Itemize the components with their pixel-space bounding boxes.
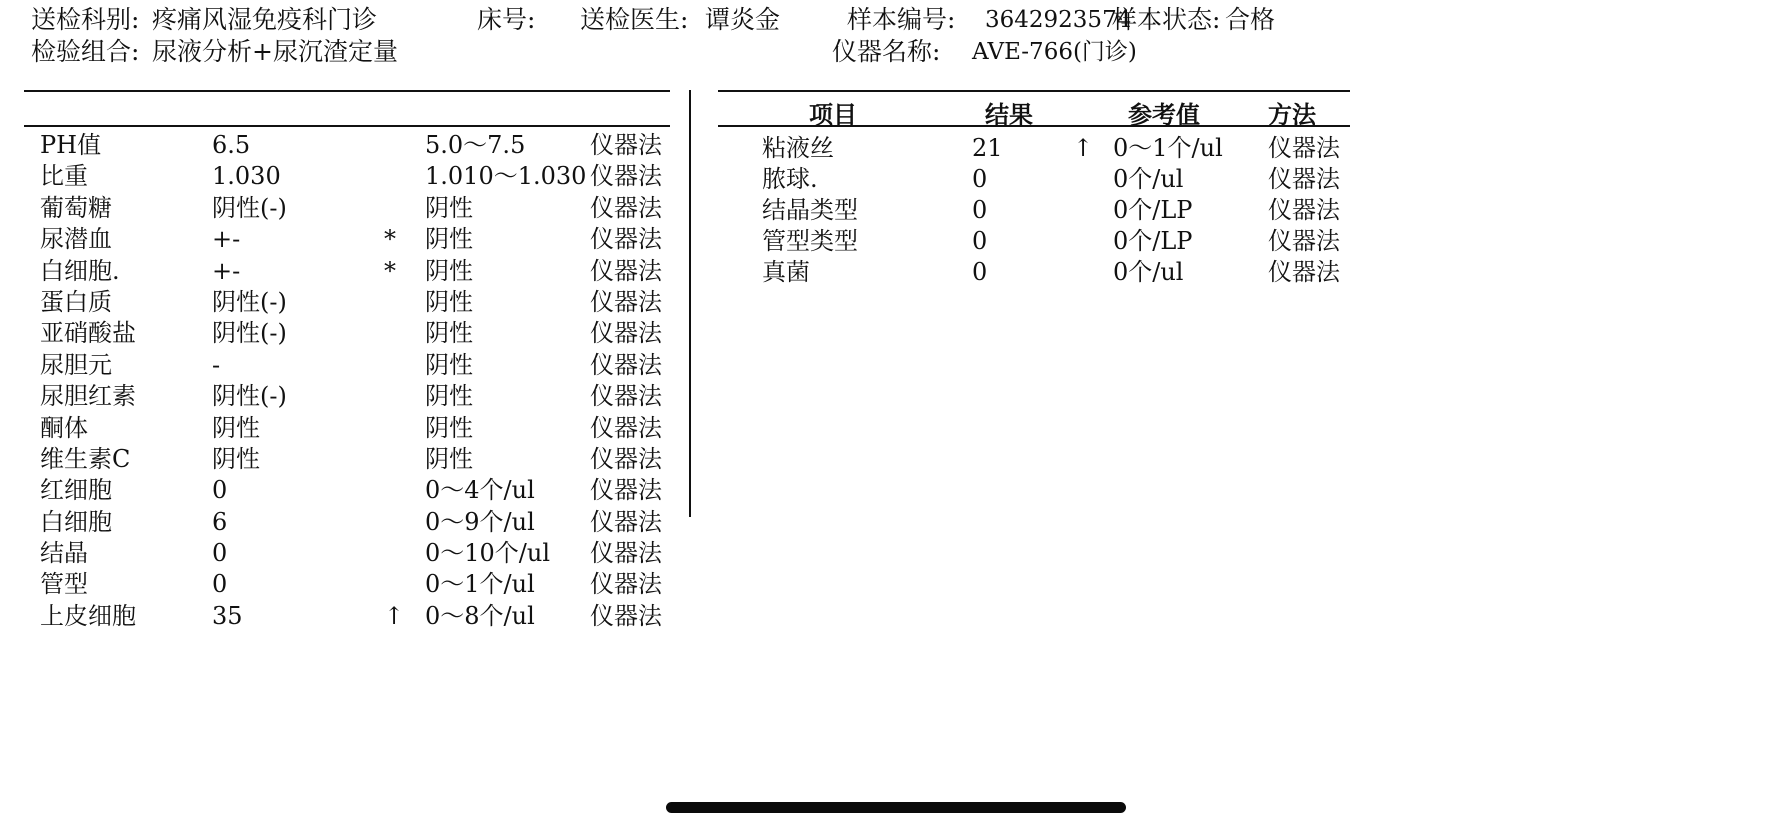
item-name: 葡萄糖 [40,194,112,222]
item-name: 尿潜血 [40,225,112,253]
sample-number-value: 3642923574 [985,7,1132,33]
reference-range: 1.010～1.030 [425,162,587,190]
flag-marker: * [384,257,396,285]
method: 仪器法 [590,257,662,285]
method: 仪器法 [590,194,662,222]
result-value: 0 [212,570,228,598]
sample-number-label: 样本编号: [847,5,956,34]
method: 仪器法 [590,162,662,190]
reference-range: 阴性 [425,445,473,473]
reference-range: 0～9个/ul [425,508,535,536]
reference-range: 0个/LP [1113,227,1193,255]
test-combo-value: 尿液分析+尿沉渣定量 [152,37,398,66]
reference-range: 阴性 [425,414,473,442]
result-value: 6.5 [212,131,251,159]
test-combo-label: 检验组合: [31,37,140,66]
item-name: 管型类型 [762,227,858,255]
right-table-top-rule [718,90,1350,92]
result-value: +- [212,225,241,253]
reference-range: 0～4个/ul [425,476,535,504]
column-divider [689,90,691,517]
reference-range: 阴性 [425,382,473,410]
reference-range: 0～1个/ul [1113,134,1223,162]
result-value: 0 [212,476,228,504]
right-header-item: 项目 [809,101,857,129]
right-header-result: 结果 [985,101,1033,129]
method: 仪器法 [590,131,662,159]
reference-range: 0～10个/ul [425,539,551,567]
item-name: 真菌 [762,258,810,286]
reference-range: 阴性 [425,194,473,222]
result-value: 阴性(-) [212,288,287,316]
result-value: 阴性(-) [212,382,287,410]
item-name: 管型 [40,570,88,598]
reference-range: 0个/LP [1113,196,1193,224]
method: 仪器法 [590,414,662,442]
right-header-reference: 参考值 [1128,101,1200,129]
item-name: 上皮细胞 [40,602,136,630]
left-table-header-rule [24,125,670,127]
method: 仪器法 [590,508,662,536]
instrument-label: 仪器名称: [832,37,941,66]
reference-range: 阴性 [425,319,473,347]
method: 仪器法 [590,288,662,316]
sample-status-value: 合格 [1225,5,1276,34]
result-value: - [212,351,221,379]
result-value: 6 [212,508,228,536]
result-value: 0 [972,258,988,286]
reference-range: 0个/ul [1113,165,1184,193]
item-name: 尿胆元 [40,351,112,379]
method: 仪器法 [1268,196,1340,224]
result-value: 0 [212,539,228,567]
result-value: 0 [972,165,988,193]
reference-range: 0个/ul [1113,258,1184,286]
item-name: 蛋白质 [40,288,112,316]
item-name: 白细胞. [40,257,120,285]
method: 仪器法 [1268,258,1340,286]
method: 仪器法 [590,445,662,473]
item-name: 白细胞 [40,508,112,536]
flag-marker: ↑ [1073,134,1094,162]
right-header-method: 方法 [1268,101,1316,129]
item-name: 尿胆红素 [40,382,136,410]
item-name: PH值 [40,131,102,159]
method: 仪器法 [590,602,662,630]
method: 仪器法 [1268,134,1340,162]
reference-range: 阴性 [425,351,473,379]
item-name: 酮体 [40,414,88,442]
method: 仪器法 [590,382,662,410]
home-indicator[interactable] [666,802,1126,813]
item-name: 亚硝酸盐 [40,319,136,347]
department-label: 送检科别: [31,5,140,34]
result-value: 0 [972,196,988,224]
result-value: 0 [972,227,988,255]
reference-range: 阴性 [425,225,473,253]
doctor-label: 送检医生: [580,5,689,34]
result-value: 35 [212,602,243,630]
reference-range: 0～1个/ul [425,570,535,598]
method: 仪器法 [1268,227,1340,255]
method: 仪器法 [1268,165,1340,193]
method: 仪器法 [590,225,662,253]
department-value: 疼痛风湿免疫科门诊 [152,5,378,34]
reference-range: 阴性 [425,257,473,285]
result-value: 1.030 [212,162,281,190]
result-value: 阴性 [212,414,260,442]
bed-label: 床号: [477,5,536,34]
result-value: 21 [972,134,1003,162]
item-name: 结晶类型 [762,196,858,224]
reference-range: 阴性 [425,288,473,316]
item-name: 结晶 [40,539,88,567]
result-value: 阴性 [212,445,260,473]
result-value: 阴性(-) [212,319,287,347]
item-name: 维生素C [40,445,131,473]
method: 仪器法 [590,319,662,347]
reference-range: 0～8个/ul [425,602,535,630]
left-table-top-rule [24,90,670,92]
flag-marker: ↑ [384,602,405,630]
item-name: 红细胞 [40,476,112,504]
result-value: +- [212,257,241,285]
item-name: 比重 [40,162,88,190]
sample-status-label: 样本状态: [1112,5,1221,34]
doctor-value: 谭炎金 [705,5,781,34]
method: 仪器法 [590,570,662,598]
method: 仪器法 [590,476,662,504]
reference-range: 5.0～7.5 [425,131,526,159]
result-value: 阴性(-) [212,194,287,222]
flag-marker: * [384,225,396,253]
method: 仪器法 [590,351,662,379]
instrument-value: AVE-766(门诊) [972,39,1137,65]
item-name: 脓球. [762,165,818,193]
method: 仪器法 [590,539,662,567]
item-name: 粘液丝 [762,134,834,162]
